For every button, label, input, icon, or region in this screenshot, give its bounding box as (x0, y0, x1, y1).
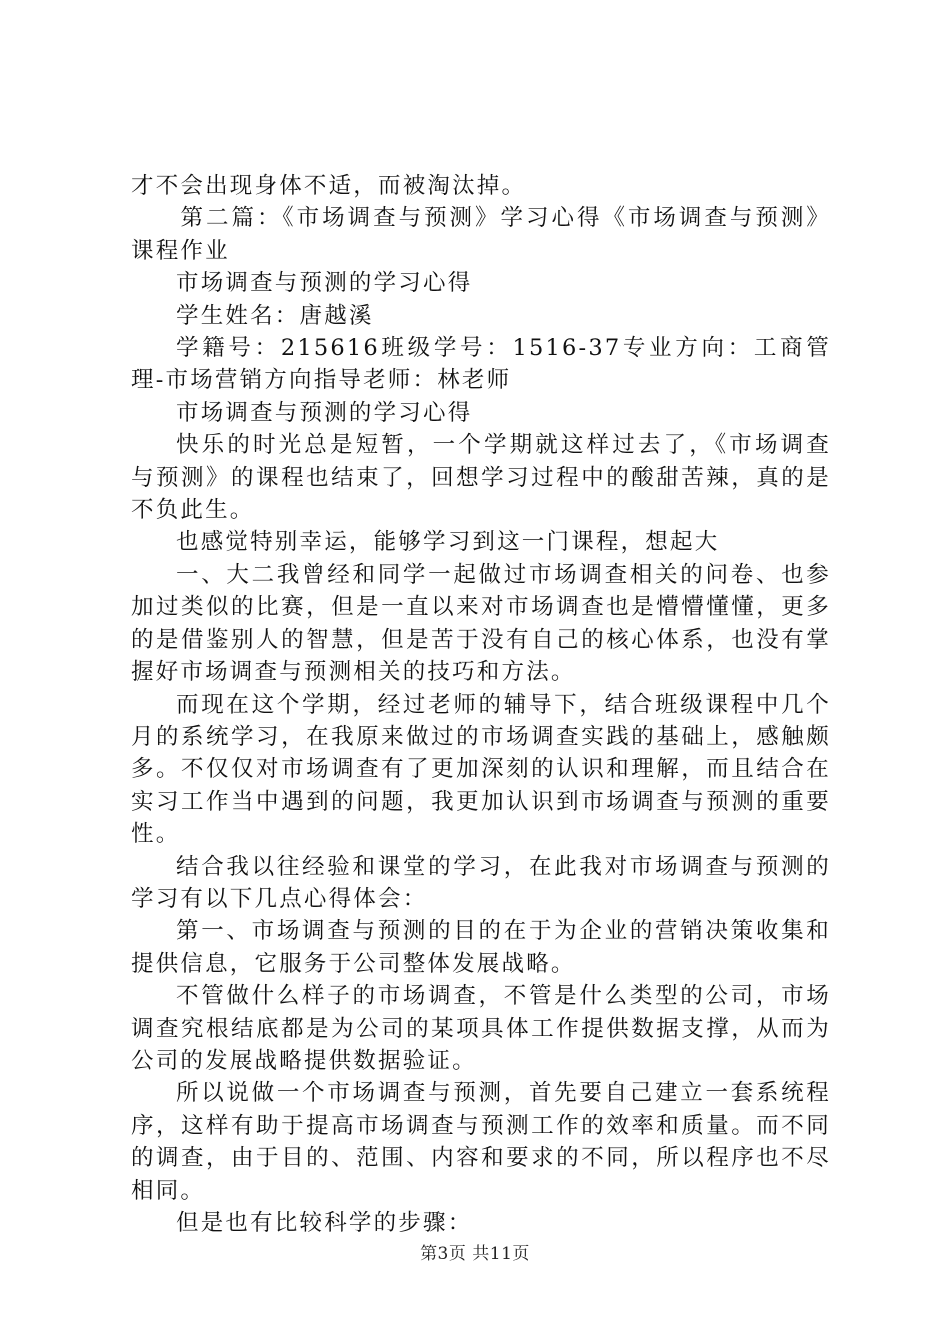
paragraph-essay-title-repeat: 市场调查与预测的学习心得 (176, 399, 473, 426)
document-body (131, 170, 831, 1239)
paragraph-body: 而现在这个学期，经过老师的辅导下，结合班级课程中几个月的系统学习，在我原来做过的市场调查实践的基础上，感触颇多。不仅仅对市场调查有了更加深刻的认识和理解，而且结合在实习工作当中遇到的问题，我更加认识到市场调查与预测的重要性。 (131, 691, 831, 848)
paragraph-body: 所以说做一个市场调查与预测，首先要自己建立一套系统程序，这样有助于提高市场调查与预测工作的效率和质量。而不同的调查，由于目的、范围、内容和要求的不同，所以程序也不尽相同。 (131, 1080, 831, 1204)
paragraph-body: 结合我以往经验和课堂的学习，在此我对市场调查与预测的学习有以下几点心得体会： (131, 853, 831, 912)
paragraph-body: 也感觉特别幸运，能够学习到这一门课程，想起大 (176, 529, 720, 556)
paragraph-body: 不管做什么样子的市场调查，不管是什么类型的公司，市场调查究根结底都是为公司的某项具体工作提供数据支撑，从而为公司的发展战略提供数据验证。 (131, 983, 831, 1074)
paragraph-continuation: 才不会出现身体不适，而被淘汰掉。 (131, 173, 527, 199)
paragraph-body: 一、大二我曾经和同学一起做过市场调查相关的问卷、也参加过类似的比赛，但是一直以来对市场调查也是懵懵懂懂，更多的是借鉴别人的智慧，但是苦于没有自己的核心体系，也没有掌握好市场调查与预测相关的技巧和方法。 (131, 561, 831, 686)
paragraph-body: 但是也有比较科学的步骤： (176, 1210, 473, 1236)
page-number-footer: 第3页 共11页 (420, 1244, 530, 1264)
paragraph-student-info: 学籍号：215616班级学号：1516-37专业方向：工商管理-市场营销方向指导老师：林老师 (131, 335, 831, 394)
paragraph-student-name: 学生姓名：唐越溪 (176, 302, 374, 329)
paragraph-body: 快乐的时光总是短暂，一个学期就这样过去了，《市场调查与预测》的课程也结束了，回想学习过程中的酸甜苦辣，真的是不负此生。 (131, 432, 831, 524)
paragraph-body: 第一、市场调查与预测的目的在于为企业的营销决策收集和提供信息，它服务于公司整体发展战略。 (131, 918, 831, 977)
paragraph-essay-title: 市场调查与预测的学习心得 (176, 270, 473, 297)
paragraph-section-title: 第二篇：《市场调查与预测》学习心得《市场调查与预测》课程作业 (131, 205, 831, 264)
